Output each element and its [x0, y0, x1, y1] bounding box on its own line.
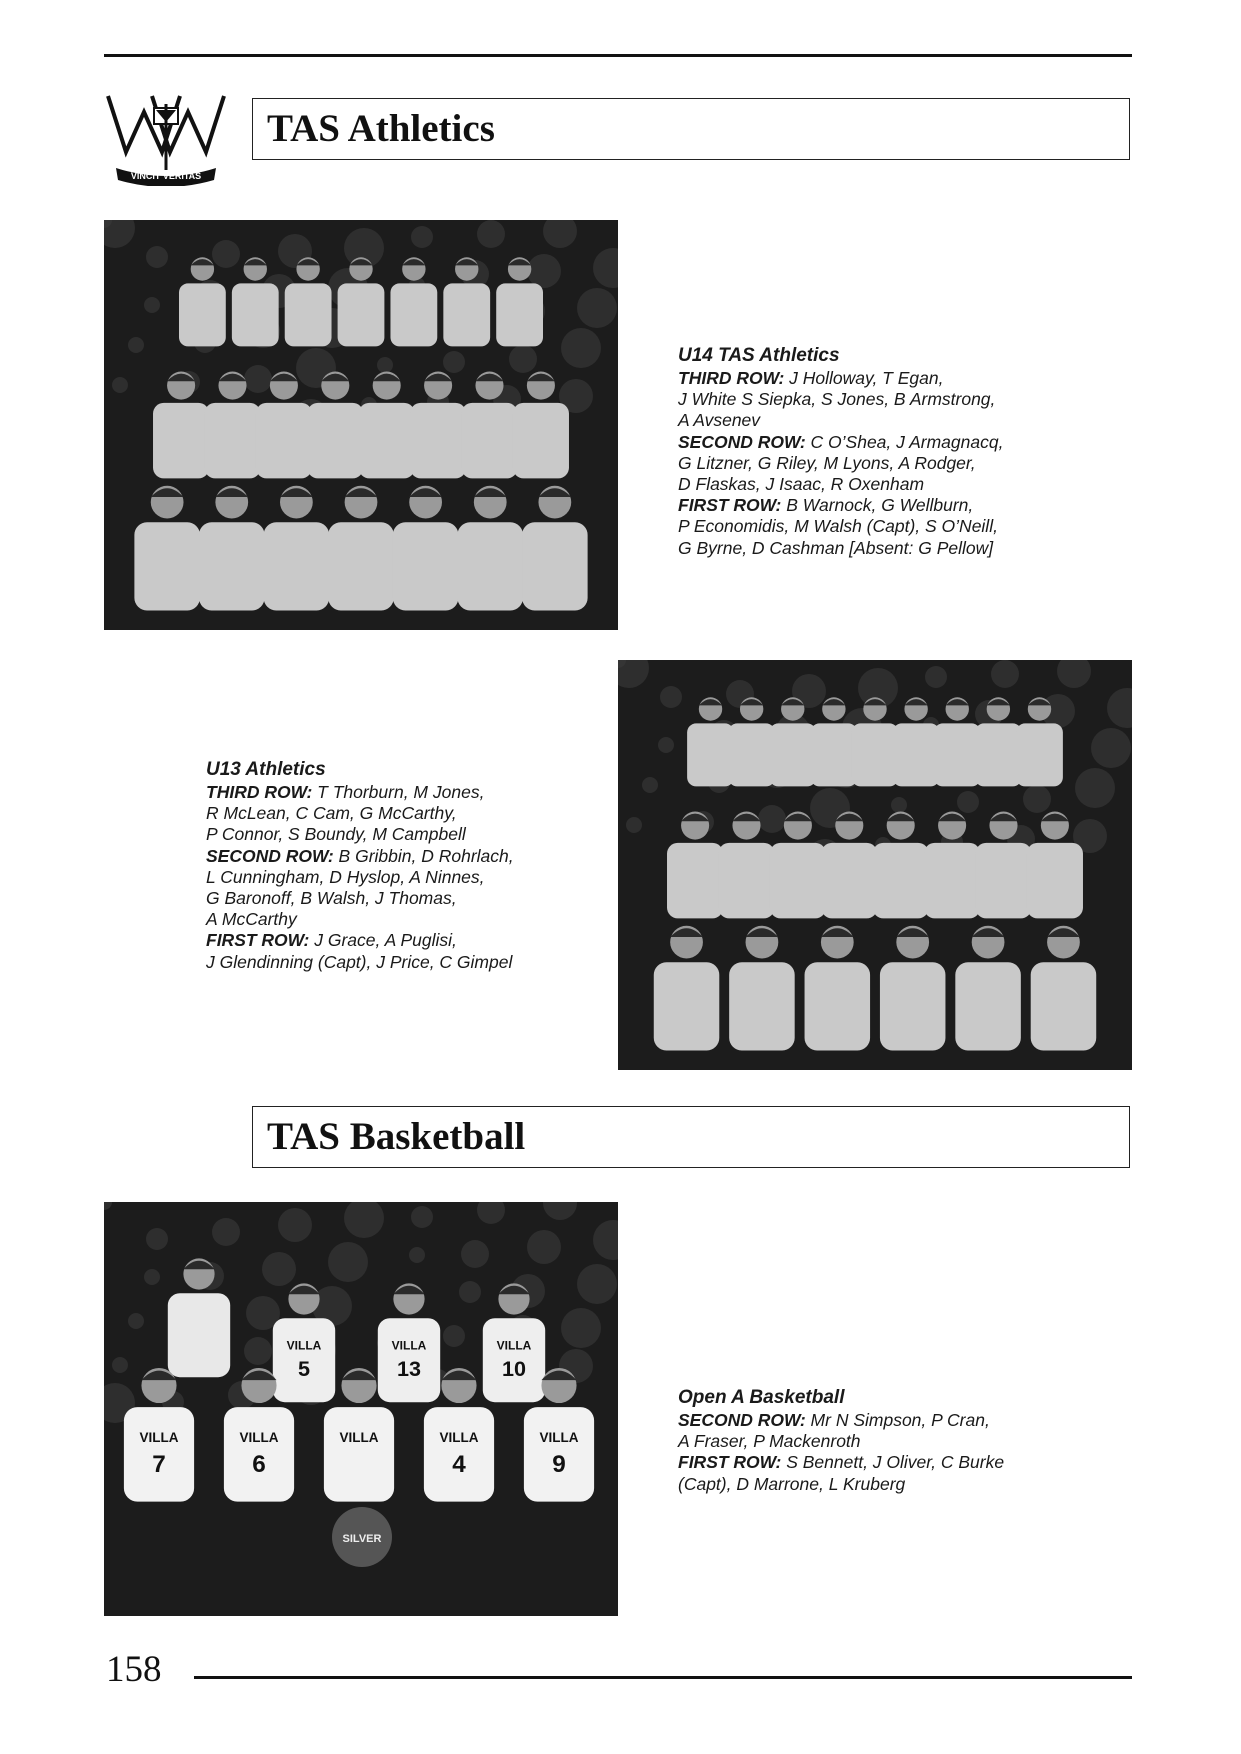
foliage-blob [1023, 785, 1051, 813]
u14-second-row-line: G Litzner, G Riley, M Lyons, A Rodger, [678, 452, 976, 473]
foliage-blob [112, 1357, 128, 1373]
u13-second-row-line: G Baronoff, B Walsh, J Thomas, [206, 888, 457, 909]
u14-third-row-label: THIRD ROW: [678, 368, 785, 388]
foliage-blob [477, 220, 505, 248]
basketball-second-row-label: SECOND ROW: [678, 1410, 806, 1430]
foliage-blob [758, 805, 786, 833]
foliage-blob [244, 365, 272, 393]
u14-caption-title: U14 TAS Athletics [678, 345, 840, 366]
jersey-number: 13 [396, 1355, 422, 1381]
u13-second-row-label: SECOND ROW: [206, 845, 334, 866]
jersey-number: 4 [452, 1450, 466, 1478]
foliage-blob [527, 254, 561, 288]
u13-caption-title: U13 Athletics [206, 759, 326, 780]
basketball-second-row-line: A Fraser, P Mackenroth [678, 1431, 861, 1452]
jersey-team-label: VILLA [391, 1338, 427, 1353]
foliage-blob [957, 791, 979, 813]
foliage-blob [411, 1206, 433, 1228]
foliage-blob [658, 737, 674, 753]
basketball-second-row-line: Mr N Simpson, P Cran, [805, 1410, 990, 1430]
foliage-blob [128, 337, 144, 353]
jersey-number: 6 [252, 1450, 266, 1478]
foliage-blob [328, 1242, 368, 1282]
foliage-blob [212, 1218, 240, 1246]
u13-second-row-line: L Cunningham, D Hyslop, A Ninnes, [206, 866, 485, 887]
u14-second-row-label: SECOND ROW: [678, 431, 806, 452]
basketball-heading: TAS Basketball [267, 1115, 526, 1158]
foliage-blob [409, 1247, 425, 1263]
u13-team-photo [618, 660, 1132, 1070]
athletics-heading-box [252, 98, 1130, 160]
u14-first-row-line: B Warnock, G Wellburn, [781, 495, 974, 516]
u13-third-row-line: T Thorburn, M Jones, [312, 782, 485, 802]
u14-third-row-line: J Holloway, T Egan, [784, 368, 944, 388]
foliage-blob [561, 1308, 601, 1348]
u13-third-row-label: THIRD ROW: [206, 782, 313, 802]
u13-first-row-line: J Glendinning (Capt), J Price, C Gimpel [206, 951, 513, 972]
u13-second-row-line: A McCarthy [206, 909, 297, 930]
u13-third-row-line: R McLean, C Cam, G McCarthy, [206, 803, 457, 824]
ball-label: SILVER [342, 1533, 382, 1545]
foliage-blob [642, 777, 658, 793]
jersey-number: 9 [552, 1450, 566, 1478]
basketball-first-row [678, 1452, 1098, 1473]
u14-third-row [678, 368, 1098, 389]
foliage-blob [626, 817, 642, 833]
athletics-heading: TAS Athletics [267, 107, 495, 150]
u14-first-row-line: G Byrne, D Cashman [Absent: G Pellow] [678, 537, 994, 558]
foliage-blob [262, 1252, 296, 1286]
u13-caption [206, 758, 576, 973]
logo-motto: VINCIT VERITAS [130, 171, 202, 181]
u14-first-row-label: FIRST ROW: [678, 495, 782, 516]
foliage-blob [1075, 768, 1115, 808]
u13-second-row [206, 846, 576, 867]
basketball-first-row-line: S Bennett, J Oliver, C Burke [781, 1452, 1005, 1473]
u14-caption [678, 344, 1098, 559]
foliage-blob [144, 1269, 160, 1285]
foliage-blob [112, 377, 128, 393]
u13-first-row-label: FIRST ROW: [206, 930, 310, 951]
u14-second-row-line: C O’Shea, J Armagnacq, [805, 431, 1004, 452]
foliage-blob [527, 1230, 561, 1264]
u14-second-row-line: D Flaskas, J Isaac, R Oxenham [678, 474, 925, 495]
foliage-blob [411, 226, 433, 248]
school-crest-logo [104, 90, 228, 186]
u14-team-photo [104, 220, 618, 630]
jersey-team-label: VILLA [339, 1430, 379, 1446]
u13-third-row [206, 782, 576, 803]
foliage-blob [128, 1313, 144, 1329]
foliage-blob [991, 660, 1019, 688]
jersey-team-label: VILLA [239, 1430, 279, 1446]
jersey-team-label: VILLA [539, 1430, 579, 1446]
basketball-first-row-line: (Capt), D Marrone, L Kruberg [678, 1473, 906, 1494]
jersey-team-label: VILLA [496, 1338, 532, 1353]
basketball-first-row-label: FIRST ROW: [678, 1452, 782, 1473]
jersey-number: 5 [297, 1355, 311, 1381]
foliage-blob [377, 357, 393, 373]
basketball-caption [678, 1386, 1098, 1495]
foliage-blob [1091, 728, 1131, 768]
u14-first-row [678, 495, 1098, 516]
foliage-blob [244, 1337, 272, 1365]
foliage-blob [561, 328, 601, 368]
foliage-blob [660, 686, 682, 708]
foliage-blob [144, 297, 160, 313]
jersey-team-label: VILLA [139, 1430, 179, 1446]
u14-first-row-line: P Economidis, M Walsh (Capt), S O’Neill, [678, 516, 998, 537]
foliage-blob [461, 1240, 489, 1268]
basketball-second-row [678, 1410, 1098, 1431]
foliage-blob [443, 1325, 465, 1347]
u14-third-row-line: A Avsenev [678, 410, 761, 431]
foliage-blob [577, 288, 617, 328]
foliage-blob [509, 345, 537, 373]
foliage-blob [443, 351, 465, 373]
top-rule [104, 54, 1132, 57]
foliage-blob [278, 1208, 312, 1242]
basketball-caption-title: Open A Basketball [678, 1387, 845, 1408]
foliage-blob [925, 666, 947, 688]
u14-second-row [678, 432, 1098, 453]
basketball-team-photo [104, 1202, 618, 1616]
jersey-number: 10 [501, 1355, 527, 1381]
bottom-rule [194, 1676, 1132, 1679]
u14-third-row-line: J White S Siepka, S Jones, B Armstrong, [678, 389, 996, 410]
u13-first-row-line: J Grace, A Puglisi, [309, 930, 457, 951]
basketball-heading-box [252, 1106, 1130, 1168]
foliage-blob [577, 1264, 617, 1304]
jersey-number: 7 [152, 1450, 166, 1478]
foliage-blob [146, 246, 168, 268]
basketball-icon [332, 1507, 392, 1567]
jersey-team-label: VILLA [439, 1430, 479, 1446]
page-number: 158 [106, 1649, 162, 1690]
foliage-blob [212, 240, 240, 268]
foliage-blob [891, 797, 907, 813]
u13-second-row-line: B Gribbin, D Rohrlach, [333, 845, 514, 866]
jersey-team-label: VILLA [286, 1338, 322, 1353]
foliage-blob [459, 1281, 481, 1303]
foliage-blob [146, 1228, 168, 1250]
u13-first-row [206, 930, 576, 951]
u13-third-row-line: P Connor, S Boundy, M Campbell [206, 824, 466, 845]
